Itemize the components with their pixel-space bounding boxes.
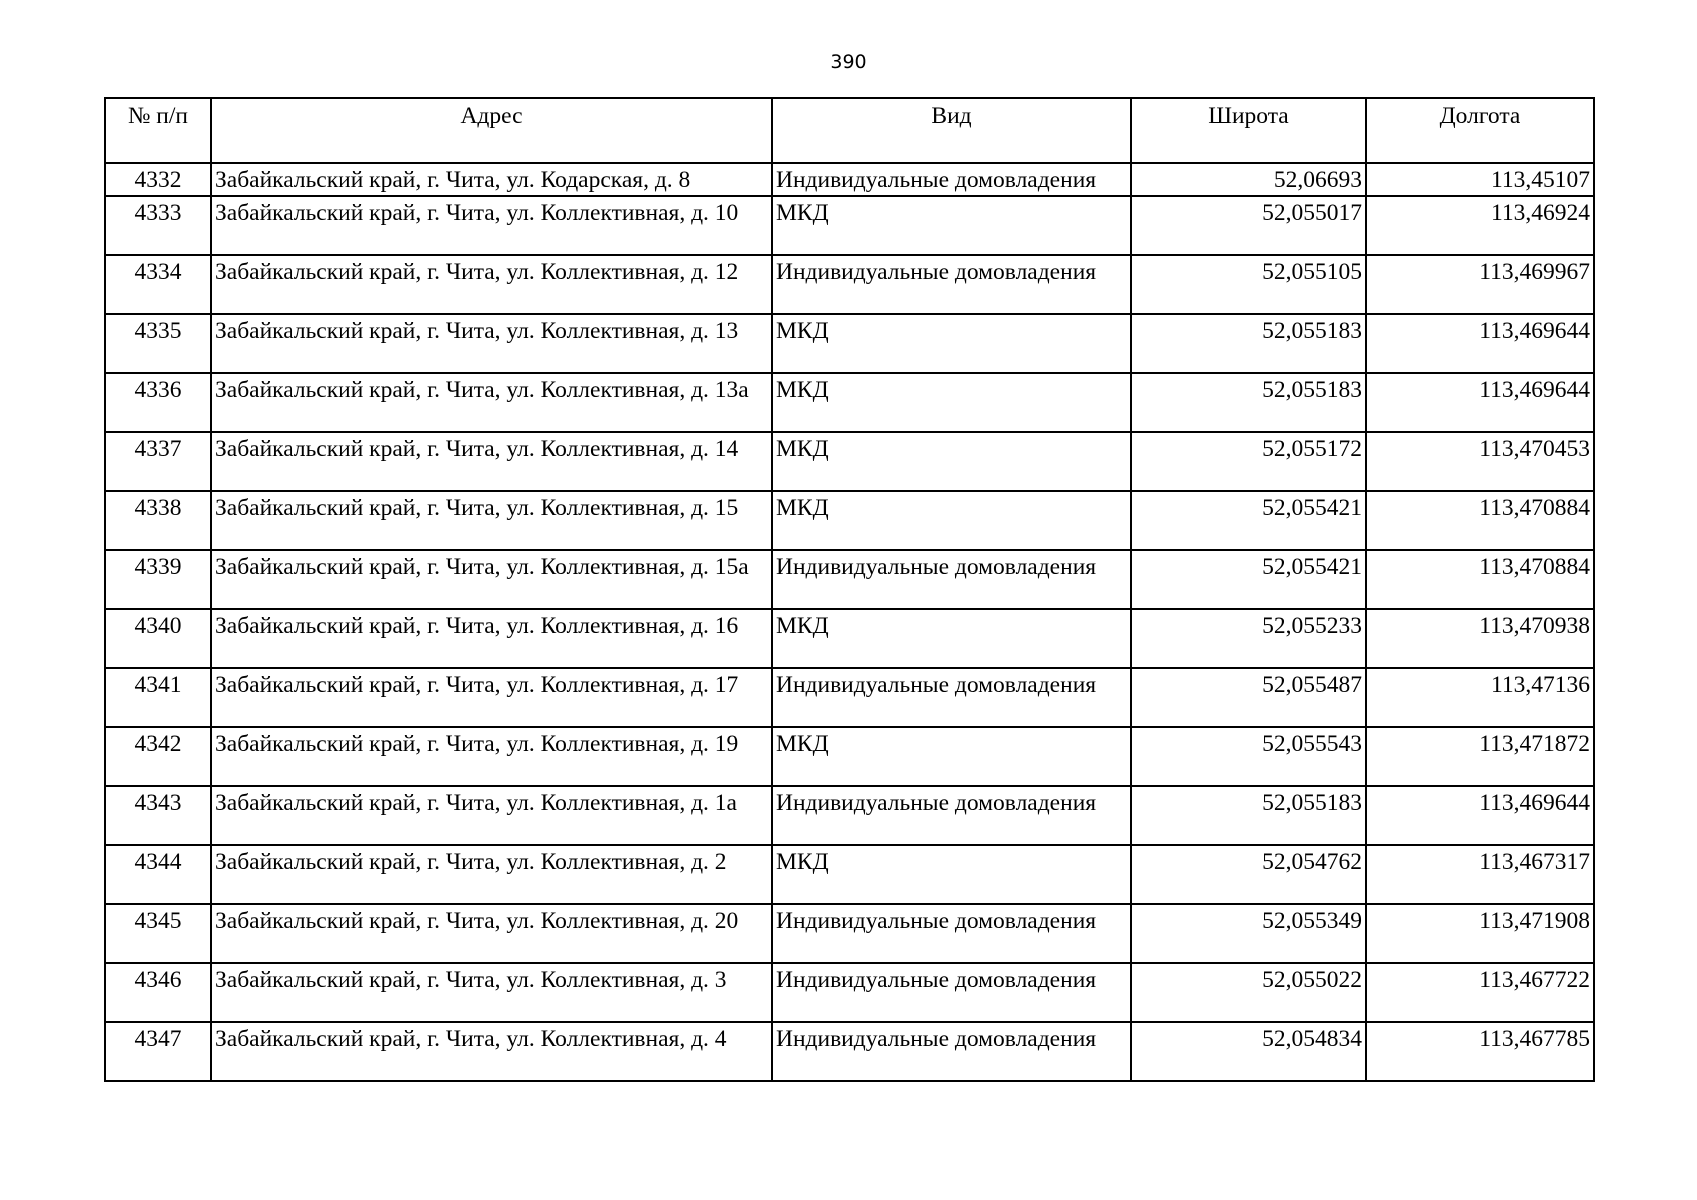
row-number: 4332	[105, 163, 211, 196]
row-type: Индивидуальные домовладения	[772, 904, 1131, 963]
row-number: 4340	[105, 609, 211, 668]
row-number: 4335	[105, 314, 211, 373]
row-longitude: 113,470938	[1366, 609, 1594, 668]
row-number: 4343	[105, 786, 211, 845]
row-type: МКД	[772, 727, 1131, 786]
row-type: Индивидуальные домовладения	[772, 963, 1131, 1022]
row-latitude: 52,055022	[1131, 963, 1366, 1022]
row-longitude: 113,469644	[1366, 314, 1594, 373]
row-number: 4338	[105, 491, 211, 550]
row-type: Индивидуальные домовладения	[772, 668, 1131, 727]
row-type: МКД	[772, 314, 1131, 373]
row-longitude: 113,47136	[1366, 668, 1594, 727]
row-address: Забайкальский край, г. Чита, ул. Коллективная, д. 16	[211, 609, 772, 668]
page-number: 390	[830, 51, 867, 73]
row-latitude: 52,055183	[1131, 373, 1366, 432]
table-row	[105, 727, 1594, 786]
table-row	[105, 668, 1594, 727]
row-latitude: 52,055543	[1131, 727, 1366, 786]
row-type: Индивидуальные домовладения	[772, 550, 1131, 609]
row-number: 4346	[105, 963, 211, 1022]
row-number: 4333	[105, 196, 211, 255]
table-row	[105, 904, 1594, 963]
row-longitude: 113,467317	[1366, 845, 1594, 904]
row-type: МКД	[772, 373, 1131, 432]
table-row	[105, 255, 1594, 314]
table-row	[105, 963, 1594, 1022]
row-latitude: 52,055487	[1131, 668, 1366, 727]
row-number: 4334	[105, 255, 211, 314]
row-longitude: 113,469644	[1366, 786, 1594, 845]
table-row	[105, 432, 1594, 491]
row-number: 4337	[105, 432, 211, 491]
row-type: МКД	[772, 196, 1131, 255]
row-longitude: 113,471872	[1366, 727, 1594, 786]
row-longitude: 113,470884	[1366, 491, 1594, 550]
row-type: МКД	[772, 432, 1131, 491]
row-longitude: 113,467722	[1366, 963, 1594, 1022]
row-address: Забайкальский край, г. Чита, ул. Коллективная, д. 14	[211, 432, 772, 491]
table-row	[105, 609, 1594, 668]
table-row	[105, 845, 1594, 904]
table-row	[105, 550, 1594, 609]
row-type: Индивидуальные домовладения	[772, 255, 1131, 314]
table-row	[105, 314, 1594, 373]
row-longitude: 113,467785	[1366, 1022, 1594, 1081]
row-number: 4347	[105, 1022, 211, 1081]
row-address: Забайкальский край, г. Чита, ул. Коллективная, д. 1а	[211, 786, 772, 845]
table-header-row	[105, 98, 1594, 163]
row-number: 4344	[105, 845, 211, 904]
row-latitude: 52,055233	[1131, 609, 1366, 668]
row-latitude: 52,055183	[1131, 786, 1366, 845]
row-address: Забайкальский край, г. Чита, ул. Коллективная, д. 12	[211, 255, 772, 314]
row-latitude: 52,06693	[1131, 163, 1366, 196]
table-row	[105, 786, 1594, 845]
row-address: Забайкальский край, г. Чита, ул. Коллективная, д. 15а	[211, 550, 772, 609]
row-latitude: 52,055105	[1131, 255, 1366, 314]
row-type: Индивидуальные домовладения	[772, 1022, 1131, 1081]
row-type: МКД	[772, 845, 1131, 904]
row-type: МКД	[772, 609, 1131, 668]
row-address: Забайкальский край, г. Чита, ул. Кодарская, д. 8	[211, 163, 772, 196]
table-row	[105, 1022, 1594, 1081]
row-type: Индивидуальные домовладения	[772, 163, 1131, 196]
header-latitude: Широта	[1131, 98, 1366, 163]
row-longitude: 113,469967	[1366, 255, 1594, 314]
row-number: 4336	[105, 373, 211, 432]
table-row	[105, 491, 1594, 550]
row-number: 4339	[105, 550, 211, 609]
row-address: Забайкальский край, г. Чита, ул. Коллективная, д. 10	[211, 196, 772, 255]
row-latitude: 52,055421	[1131, 491, 1366, 550]
row-longitude: 113,471908	[1366, 904, 1594, 963]
row-latitude: 52,055421	[1131, 550, 1366, 609]
row-type: МКД	[772, 491, 1131, 550]
table-row	[105, 373, 1594, 432]
row-type: Индивидуальные домовладения	[772, 786, 1131, 845]
row-address: Забайкальский край, г. Чита, ул. Коллективная, д. 2	[211, 845, 772, 904]
row-latitude: 52,055183	[1131, 314, 1366, 373]
row-address: Забайкальский край, г. Чита, ул. Коллективная, д. 20	[211, 904, 772, 963]
row-longitude: 113,46924	[1366, 196, 1594, 255]
row-longitude: 113,469644	[1366, 373, 1594, 432]
row-longitude: 113,45107	[1366, 163, 1594, 196]
row-address: Забайкальский край, г. Чита, ул. Коллективная, д. 4	[211, 1022, 772, 1081]
row-longitude: 113,470453	[1366, 432, 1594, 491]
row-latitude: 52,054762	[1131, 845, 1366, 904]
header-type: Вид	[772, 98, 1131, 163]
address-table	[104, 97, 1595, 1082]
row-latitude: 52,055172	[1131, 432, 1366, 491]
table-row	[105, 196, 1594, 255]
header-number: № п/п	[105, 98, 211, 163]
row-latitude: 52,054834	[1131, 1022, 1366, 1081]
row-number: 4341	[105, 668, 211, 727]
row-address: Забайкальский край, г. Чита, ул. Коллективная, д. 13	[211, 314, 772, 373]
row-address: Забайкальский край, г. Чита, ул. Коллективная, д. 15	[211, 491, 772, 550]
row-number: 4342	[105, 727, 211, 786]
header-longitude: Долгота	[1366, 98, 1594, 163]
table-row	[105, 163, 1594, 196]
row-address: Забайкальский край, г. Чита, ул. Коллективная, д. 13а	[211, 373, 772, 432]
row-latitude: 52,055349	[1131, 904, 1366, 963]
row-address: Забайкальский край, г. Чита, ул. Коллективная, д. 19	[211, 727, 772, 786]
header-address: Адрес	[211, 98, 772, 163]
row-latitude: 52,055017	[1131, 196, 1366, 255]
row-longitude: 113,470884	[1366, 550, 1594, 609]
row-address: Забайкальский край, г. Чита, ул. Коллективная, д. 3	[211, 963, 772, 1022]
row-number: 4345	[105, 904, 211, 963]
row-address: Забайкальский край, г. Чита, ул. Коллективная, д. 17	[211, 668, 772, 727]
